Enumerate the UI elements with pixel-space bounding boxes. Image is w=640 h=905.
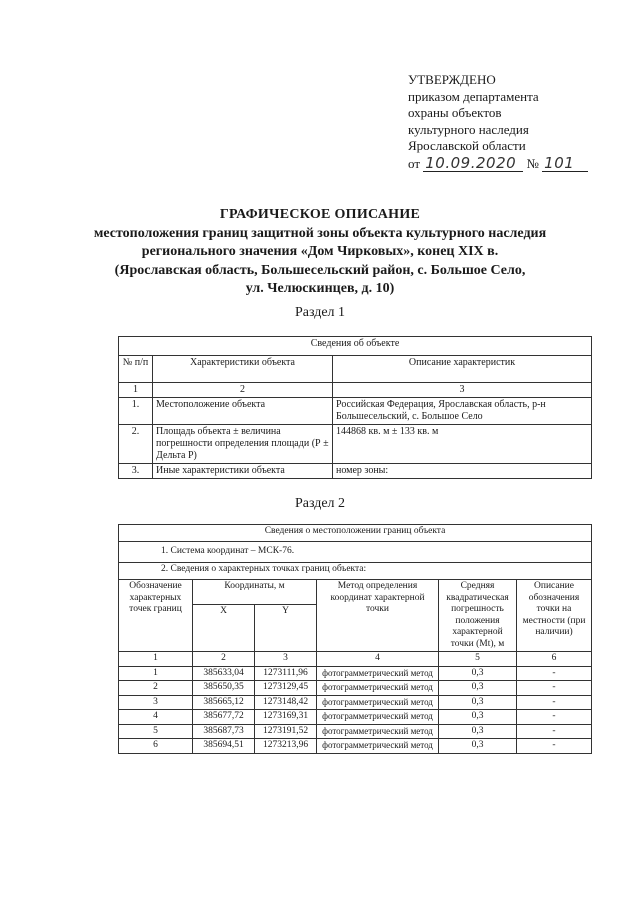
table-row: [119, 464, 592, 479]
point-id: 5: [119, 724, 193, 739]
title-line: местоположения границ защитной зоны объекта культурного наследия: [93, 225, 547, 241]
index-cell: 2: [193, 652, 255, 667]
title-line: ул. Челюскинцев, д. 10): [245, 281, 395, 296]
point-error: 0,3: [439, 739, 517, 754]
boundary-points-table: [118, 524, 592, 754]
point-method: фотограмметрический метод: [317, 724, 439, 739]
column-header: Координаты, м: [193, 580, 317, 605]
index-cell: 2: [153, 383, 333, 398]
point-error: 0,3: [439, 724, 517, 739]
characteristic-name: Местоположение объекта: [153, 398, 333, 425]
title-line: (Ярославская область, Большесельский район, с. Большое Село,: [114, 262, 526, 278]
point-description: -: [517, 724, 592, 739]
point-y: 1273213,96: [255, 739, 317, 754]
table-row: [119, 724, 592, 739]
point-method: фотограмметрический метод: [317, 681, 439, 696]
column-header-y: Y: [255, 605, 317, 652]
column-header-x: X: [193, 605, 255, 652]
document-title: [20, 206, 620, 299]
characteristic-name: Площадь объекта ± величина погрешности определения площади (Р ± Дельта Р): [153, 425, 333, 464]
point-description: -: [517, 681, 592, 696]
object-info-table: [118, 336, 592, 479]
index-cell: 1: [119, 652, 193, 667]
approval-date-line: [408, 155, 618, 173]
table-caption: Сведения о местоположении границ объекта: [119, 525, 592, 542]
point-description: -: [517, 739, 592, 754]
point-x: 385677,72: [193, 710, 255, 725]
approval-line: охраны объектов: [408, 105, 502, 120]
characteristic-value: 144868 кв. м ± 133 кв. м: [333, 425, 592, 464]
approval-line: культурного наследия: [408, 121, 529, 137]
point-y: 1273169,31: [255, 710, 317, 725]
column-header: Описание обозначения точки на местности (при наличии): [517, 580, 592, 652]
point-x: 385687,73: [193, 724, 255, 739]
approval-line: Ярославской области: [408, 138, 526, 153]
number-prefix: №: [526, 155, 539, 171]
point-error: 0,3: [439, 710, 517, 725]
point-description: -: [517, 710, 592, 725]
table-caption: Сведения об объекте: [119, 337, 592, 356]
row-number: 2.: [119, 425, 153, 464]
section-1-label: Раздел 1: [294, 305, 346, 320]
column-header: Характеристики объекта: [153, 356, 333, 383]
point-description: -: [517, 666, 592, 681]
point-description: -: [517, 695, 592, 710]
point-x: 385650,35: [193, 681, 255, 696]
coordinate-system: 1. Система координат – МСК-76.: [119, 542, 592, 563]
index-cell: 6: [517, 652, 592, 667]
point-y: 1273129,45: [255, 681, 317, 696]
table-row: [119, 739, 592, 754]
table-row: [119, 710, 592, 725]
point-y: 1273191,52: [255, 724, 317, 739]
handwritten-date: 10.09.2020: [423, 155, 523, 173]
table-row: [119, 695, 592, 710]
characteristic-value: номер зоны:: [333, 464, 592, 479]
date-prefix: от: [408, 155, 421, 171]
title-line: ГРАФИЧЕСКОЕ ОПИСАНИЕ: [219, 207, 421, 222]
table-row: [119, 398, 592, 425]
point-error: 0,3: [439, 695, 517, 710]
approval-line: приказом департамента: [408, 88, 539, 104]
point-id: 3: [119, 695, 193, 710]
point-y: 1273148,42: [255, 695, 317, 710]
point-error: 0,3: [439, 666, 517, 681]
table-row: [119, 666, 592, 681]
index-cell: 3: [333, 383, 592, 398]
row-number: 3.: [119, 464, 153, 479]
approval-heading: УТВЕРЖДЕНО: [408, 72, 496, 87]
section-2-label: Раздел 2: [294, 496, 346, 511]
characteristic-value: Российская Федерация, Ярославская область, р-н Большесельский, с. Большое Село: [333, 398, 592, 425]
point-method: фотограмметрический метод: [317, 710, 439, 725]
column-header: Метод определения координат характерной точки: [317, 580, 439, 652]
point-id: 6: [119, 739, 193, 754]
column-header: Описание характеристик: [333, 356, 592, 383]
characteristic-name: Иные характеристики объекта: [153, 464, 333, 479]
index-cell: 4: [317, 652, 439, 667]
approval-stamp: [408, 72, 618, 172]
point-error: 0,3: [439, 681, 517, 696]
column-header: Средняя квадратическая погрешность положения характерной точки (Mt), м: [439, 580, 517, 652]
point-id: 4: [119, 710, 193, 725]
point-method: фотограмметрический метод: [317, 695, 439, 710]
point-y: 1273111,96: [255, 666, 317, 681]
index-cell: 3: [255, 652, 317, 667]
index-cell: 5: [439, 652, 517, 667]
point-method: фотограмметрический метод: [317, 666, 439, 681]
point-x: 385665,12: [193, 695, 255, 710]
handwritten-order-number: 101: [542, 155, 588, 173]
index-cell: 1: [119, 383, 153, 398]
points-title: 2. Сведения о характерных точках границ объекта:: [119, 563, 592, 580]
point-x: 385633,04: [193, 666, 255, 681]
column-header: Обозначение характерных точек границ: [119, 580, 193, 652]
row-number: 1.: [119, 398, 153, 425]
column-header: № п/п: [119, 356, 153, 383]
point-x: 385694,51: [193, 739, 255, 754]
point-method: фотограмметрический метод: [317, 739, 439, 754]
point-id: 1: [119, 666, 193, 681]
table-row: [119, 425, 592, 464]
title-line: регионального значения «Дом Чирковых», конец XIX в.: [141, 244, 499, 259]
point-id: 2: [119, 681, 193, 696]
table-row: [119, 681, 592, 696]
